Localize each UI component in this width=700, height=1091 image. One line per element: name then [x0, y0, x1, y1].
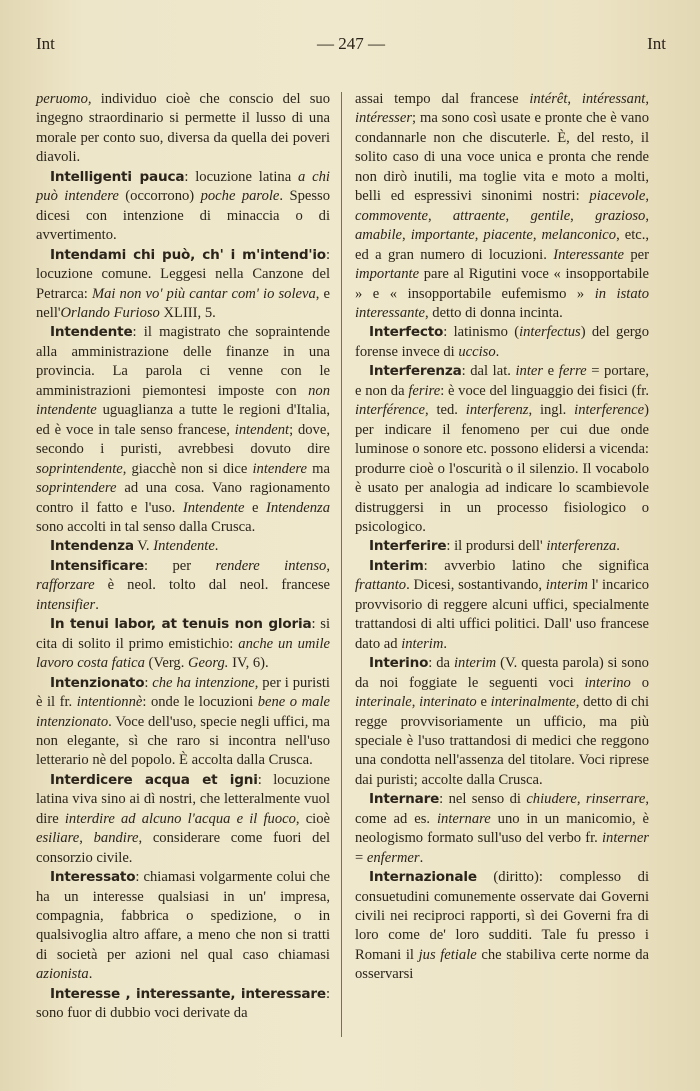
- dictionary-entry: [36, 674, 330, 771]
- entry-headword: Intelligenti pauca: [50, 168, 185, 185]
- dictionary-entry: [355, 537, 649, 556]
- entry-body: : chiamasi volgarmente colui che ha un interesse qualsiasi in un' impresa, compagnia, fabbrica o spedizione, o in qualsivoglia altro affare, a meno che non si tratti di società per azioni nel qual caso chiamasi azionista.: [36, 869, 330, 983]
- entry-body: : locuzione comune. Leggesi nella Canzone del Petrarca: Mai non vo' più cantar com' io soleva, e nell'Orlando Furioso XLIII, 5.: [36, 246, 330, 321]
- entry-headword: Interfecto: [369, 324, 444, 341]
- page-number: — 247 —: [317, 34, 385, 53]
- entry-body: : sono fuor di dubbio voci derivate da: [36, 985, 330, 1022]
- entry-body: : latinismo (interfectus) del gergo forense invece di ucciso.: [355, 324, 649, 360]
- entry-headword: Interesse , interessante, interessare: [50, 985, 326, 1002]
- column-divider: [341, 92, 342, 1037]
- dictionary-entry: [36, 985, 330, 1024]
- entry-body: V. Intendente.: [133, 538, 219, 555]
- dictionary-entry: [355, 323, 649, 362]
- right-column: [355, 90, 649, 985]
- entry-headword: Internare: [369, 791, 440, 808]
- dictionary-entry: [36, 771, 330, 868]
- entry-headword: In tenui labor, at tenuis non gloria: [50, 616, 312, 633]
- entry-body: : il prodursi dell' interferenza.: [446, 538, 620, 555]
- entry-headword: Intenzionato: [50, 674, 145, 691]
- entry-continuation: [36, 90, 330, 168]
- entry-headword: Intendenza: [50, 538, 134, 555]
- entry-body: (diritto): complesso di consuetudini comunemente osservate dai Governi civili nei reciproci rapporti, sì dei Governi fra di loro come de' loro sudditi. Tale fu presso i Romani il jus fetiale che stabiliva certe norme da osservarsi: [355, 869, 649, 983]
- dictionary-entry: [36, 868, 330, 985]
- entry-body: : locuzione latina a chi può intendere (occorrono) poche parole. Spesso dicesi con intenzione di minaccia o di avvertimento.: [36, 168, 331, 244]
- entry-body: peruomo, individuo cioè che conscio del suo ingegno straordinario si permette il lusso di una morale per conto suo, diversa da quella dei poveri diavoli.: [36, 91, 330, 166]
- entry-headword: Interessato: [50, 869, 136, 886]
- dictionary-entry: [36, 323, 330, 537]
- entry-body: : locuzione latina viva sino ai dì nostri, che letteralmente vuol dire interdire ad alcuno l'acqua e il fuoco, cioè esiliare, bandire, considerare come fuori del consorzio civile.: [36, 771, 330, 866]
- entry-headword: Intendami chi può, ch' i m'intend'io: [50, 246, 326, 263]
- entry-headword: Interferire: [369, 538, 447, 555]
- entry-headword: Interferenza: [369, 363, 462, 380]
- dictionary-entry: [36, 615, 330, 673]
- entry-body: : si cita di solito il primo emistichio: anche un umile lavoro costa fatica (Verg. Georg. IV, 6).: [36, 616, 331, 672]
- header-left-word: Int: [36, 34, 55, 53]
- entry-body: : avverbio latino che significa frattanto. Dicesi, sostantivando, interim l' incarico provvisorio di reggere alcuni uffici, specialmente trattandosi di alti uffici politici. Dall' uso francese dato ad interim.: [355, 557, 649, 652]
- entry-headword: Intensificare: [50, 557, 145, 574]
- entry-body: : per rendere intenso, rafforzare è neol. tolto dal neol. francese intensifier.: [36, 557, 330, 613]
- dictionary-entry: [36, 168, 330, 246]
- entry-headword: Interdicere acqua et igni: [50, 771, 258, 788]
- entry-headword: Interino: [369, 655, 429, 672]
- dictionary-entry: [355, 790, 649, 868]
- entry-body: : che ha intenzione, per i puristi è il fr. intentionnè: onde le locuzioni bene o male intenzionato. Voce dell'uso, specie negli uffici, ma non elegante, sì che raro si incontra nell'uso letterario nè del popolo. È accolta dalla Crusca.: [36, 674, 330, 769]
- entry-body: : da interim (V. questa parola) si sono da noi foggiate le seguenti voci interino o interinale, interinato e interinalmente, detto di chi regge provvisoriamente un ufficio, ma più speciale è l'uso trattandosi di medici che reggono una condotta nell'assenza del titolare. Voci riprese dai puristi; accolte dalla Crusca.: [355, 655, 650, 788]
- entry-body: : dal lat. inter e ferre = portare, e non da ferire: è voce del linguaggio dei fisici (fr. interférence, ted. interferenz, ingl. interference) per indicare il fenomeno per cui due onde luminose o sonore etc. possono elidersi a vicenda: produrre cioè o l'oscurità o il silenzio. Il vocabolo è usato per analogia ad indicare lo scambievole distruggersi in un processo fisiologico o psicologico.: [355, 363, 649, 535]
- dictionary-entry: [355, 868, 649, 985]
- left-column: [36, 90, 330, 1024]
- entry-headword: Intendente: [50, 324, 133, 341]
- dictionary-entry: [355, 557, 649, 654]
- header-right-word: Int: [647, 34, 666, 53]
- entry-body: : il magistrato che sopraintende alla amministrazione delle finanze in una provincia. La parola ci venne con le amministrazioni piemontesi imposte con non intendente uguaglianza a tutte le regioni d'Italia, ed è voce in tale senso francese, intendent; dove, secondo i puristi, avrebbesi dovuto dire soprintendente, giacchè non si dice intendere ma soprintendere ad una cosa. Vano ragionamento contro il fatto e l'uso. Intendente e Intendenza sono accolti in tal senso dalla Crusca.: [36, 324, 330, 535]
- dictionary-entry: [355, 362, 649, 537]
- page-header: [36, 34, 666, 60]
- dictionary-entry: [36, 537, 330, 556]
- entry-headword: Interim: [369, 557, 424, 574]
- dictionary-entry: [36, 557, 330, 615]
- dictionary-entry: [355, 654, 649, 790]
- entry-body: : nel senso di chiudere, rinserrare, come ad es. internare uno in un manicomio, è neologismo formato sull'uso del verbo fr. interner = enfermer.: [355, 791, 649, 866]
- dictionary-entry: [36, 246, 330, 324]
- entry-headword: Internazionale: [369, 869, 477, 886]
- entry-body: assai tempo dal francese intérêt, intéressant, intéresser; ma sono così usate e pronte che è vano condannarle non che discuterle. È, del resto, il solito caso di una voce unica e pronta che rende non dirò inutili, ma toglie vita e moto a molti, belli ed espressivi sinonimi nostri: piacevole, commovente, attraente, gentile, grazioso, amabile, importante, piacente, melanconico, etc., ed a gran numero di locuzioni. Interessante per importante pare al Rigutini voce « insopportabile » e « insopportabile eufemismo » in istato interessante, detto di donna incinta.: [355, 91, 650, 321]
- entry-continuation: [355, 90, 649, 323]
